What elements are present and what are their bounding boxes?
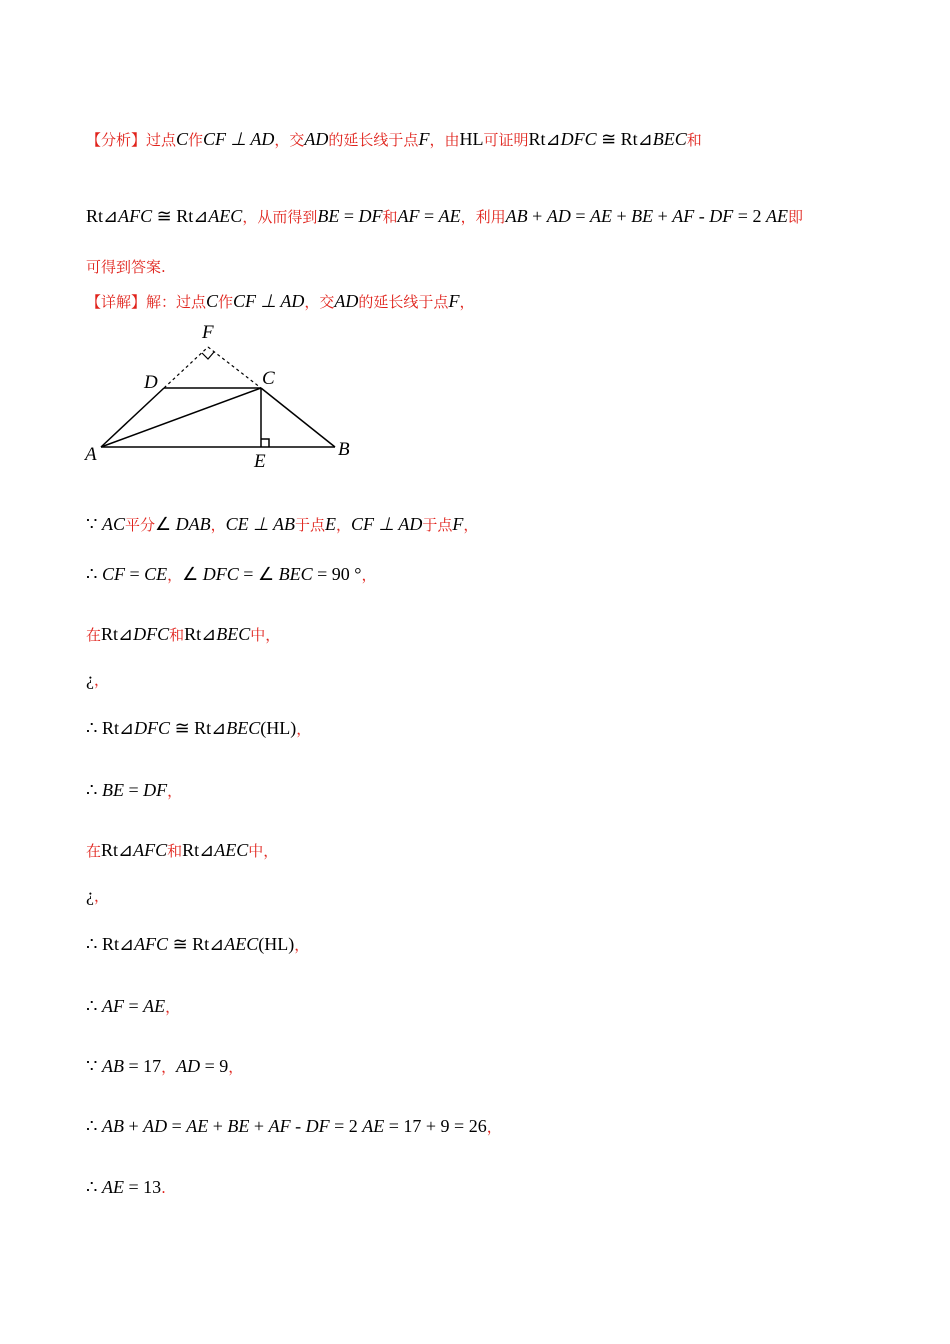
- text-run: AE: [101, 1177, 124, 1197]
- text-run: AE: [438, 206, 461, 226]
- text-run: AF: [397, 206, 420, 226]
- text-run: Rt: [194, 718, 212, 738]
- text-run: ，利用: [460, 208, 506, 226]
- label-b: B: [338, 439, 350, 460]
- text-run: ，: [296, 720, 312, 738]
- text-run: 于点: [295, 516, 326, 534]
- text-run: DF: [709, 206, 734, 226]
- text-run: AF: [268, 1116, 291, 1136]
- text-run: ∴: [86, 564, 102, 584]
- text-run: BE: [317, 206, 340, 226]
- text-run: ，: [165, 998, 181, 1016]
- text-run: 可得到答案.: [86, 258, 166, 276]
- text-run: DF: [305, 1116, 330, 1136]
- text-run: CE: [144, 564, 168, 584]
- text-run: 和: [167, 842, 183, 860]
- text-run: ∴: [86, 718, 102, 738]
- text-run: AD: [546, 206, 571, 226]
- text-run: ，: [294, 936, 310, 954]
- text-run: BEC: [216, 624, 251, 644]
- analysis-line-2: [86, 205, 803, 228]
- step-9: [86, 933, 309, 956]
- step-6: [86, 779, 182, 802]
- text-run: ⊿: [545, 129, 561, 149]
- text-run: ⊿: [118, 624, 134, 644]
- text-run: AF: [101, 996, 124, 1016]
- text-run: AD: [334, 291, 359, 311]
- text-run: C: [176, 129, 189, 149]
- text-run: +: [208, 1116, 228, 1136]
- text-run: -: [694, 206, 710, 226]
- text-run: 和: [169, 626, 185, 644]
- text-run: ⊿: [211, 718, 227, 738]
- text-run: ∴: [86, 1116, 102, 1136]
- text-run: CF: [101, 564, 125, 584]
- text-run: AE: [186, 1116, 209, 1136]
- text-run: ，: [459, 293, 475, 311]
- text-run: = 90 °: [312, 564, 362, 584]
- text-run: C: [206, 291, 219, 311]
- text-run: Rt: [101, 934, 119, 954]
- text-run: 平分: [124, 516, 155, 534]
- analysis-line-3: [86, 256, 166, 278]
- text-run: 可证明: [483, 131, 529, 149]
- text-run: ≅: [168, 934, 193, 954]
- step-10: [86, 995, 180, 1018]
- text-run: = 17 + 9 = 26: [384, 1116, 487, 1136]
- text-run: Rt: [192, 934, 210, 954]
- text-run: CF ⊥ AD: [203, 129, 275, 149]
- text-run: =: [123, 780, 144, 800]
- text-run: ，: [463, 516, 479, 534]
- label-a: A: [85, 444, 97, 465]
- text-run: Rt: [101, 840, 119, 860]
- text-run: BE: [631, 206, 654, 226]
- step-2: [86, 563, 376, 586]
- step-11: [86, 1055, 243, 1078]
- text-run: =: [123, 996, 144, 1016]
- text-run: ∠: [182, 564, 203, 584]
- text-run: =: [167, 1116, 187, 1136]
- text-run: ⊿: [118, 934, 135, 954]
- text-run: 中，: [248, 842, 279, 860]
- text-run: =: [570, 206, 590, 226]
- text-run: AC: [101, 514, 125, 534]
- label-e: E: [254, 451, 266, 472]
- text-run: AF: [672, 206, 695, 226]
- text-run: DF: [143, 780, 168, 800]
- text-run: (HL): [258, 934, 295, 954]
- analysis-line-1: [86, 128, 702, 151]
- text-run: DAB: [175, 514, 211, 534]
- text-run: AB: [101, 1056, 124, 1076]
- text-run: ⊿: [118, 840, 134, 860]
- text-run: ¿: [86, 669, 94, 689]
- text-run: ∴: [86, 780, 102, 800]
- text-run: 和: [686, 131, 702, 149]
- text-run: BE: [227, 1116, 250, 1136]
- step-1: [86, 513, 478, 536]
- text-run: = 13: [123, 1177, 162, 1197]
- text-run: AD: [143, 1116, 168, 1136]
- text-run: ≅: [170, 718, 195, 738]
- text-run: Rt: [176, 206, 194, 226]
- text-run: =: [339, 206, 359, 226]
- text-run: ∵: [86, 1056, 102, 1076]
- text-run: Rt: [182, 840, 200, 860]
- text-run: ≅: [596, 129, 621, 149]
- text-run: AEC: [214, 840, 249, 860]
- text-run: AFC: [133, 840, 168, 860]
- text-run: HL: [459, 129, 484, 149]
- text-run: BEC: [278, 564, 313, 584]
- text-run: AD: [304, 129, 329, 149]
- text-run: BEC: [652, 129, 687, 149]
- step-12: [86, 1115, 502, 1138]
- detail-heading: [86, 290, 474, 313]
- text-run: AB: [505, 206, 528, 226]
- text-run: ⊿: [209, 934, 225, 954]
- text-run: ，由: [429, 131, 460, 149]
- text-run: ，: [94, 671, 110, 689]
- text-run: CF ⊥ AD: [233, 291, 305, 311]
- text-run: 【详解】解：过点: [86, 293, 207, 311]
- text-run: DFC: [202, 564, 239, 584]
- label-d: D: [144, 372, 158, 393]
- text-run: ∴: [86, 1177, 102, 1197]
- text-run: DFC: [133, 624, 170, 644]
- segment-ac: [101, 388, 261, 447]
- text-run: ∵: [86, 514, 102, 534]
- text-run: AB: [101, 1116, 124, 1136]
- text-run: = ∠: [238, 564, 279, 584]
- text-run: ⊿: [637, 129, 653, 149]
- text-run: Rt: [101, 718, 119, 738]
- segment-df-dashed: [164, 347, 208, 388]
- segment-cb: [261, 388, 335, 447]
- text-run: ⊿: [193, 206, 209, 226]
- text-run: DF: [358, 206, 383, 226]
- text-run: ∴: [86, 934, 102, 954]
- text-run: Rt: [620, 129, 638, 149]
- text-run: ，: [161, 1058, 177, 1076]
- text-run: BE: [101, 780, 124, 800]
- text-run: 和: [382, 208, 398, 226]
- text-run: +: [123, 1116, 144, 1136]
- text-run: ，: [167, 566, 183, 584]
- text-run: +: [653, 206, 673, 226]
- text-run: ，: [228, 1058, 244, 1076]
- text-run: BEC: [226, 718, 261, 738]
- label-c: C: [262, 368, 275, 389]
- text-run: = 17: [123, 1056, 162, 1076]
- text-run: ⊿: [201, 624, 217, 644]
- text-run: AEC: [208, 206, 243, 226]
- text-run: = 9: [200, 1056, 229, 1076]
- text-run: +: [527, 206, 547, 226]
- text-run: ∠: [154, 514, 176, 534]
- label-f: F: [202, 322, 214, 343]
- text-run: Rt: [528, 129, 546, 149]
- step-4: [86, 668, 109, 691]
- text-run: ，交: [304, 293, 335, 311]
- step-5: [86, 717, 311, 740]
- text-run: DFC: [134, 718, 171, 738]
- text-run: ，: [336, 516, 352, 534]
- text-run: AE: [143, 996, 166, 1016]
- text-run: DFC: [560, 129, 597, 149]
- text-run: AE: [362, 1116, 385, 1136]
- right-angle-mark-e: [261, 439, 269, 447]
- text-run: ⊿: [103, 206, 119, 226]
- text-run: 即: [787, 208, 803, 226]
- text-run: =: [419, 206, 439, 226]
- step-8: [86, 884, 109, 907]
- text-run: AD: [176, 1056, 201, 1076]
- right-angle-mark-f: [202, 352, 214, 359]
- text-run: Rt: [184, 624, 202, 644]
- text-run: Rt: [101, 624, 119, 644]
- text-run: ，: [486, 1118, 502, 1136]
- text-run: E: [325, 514, 337, 534]
- text-run: (HL): [260, 718, 297, 738]
- text-run: 在: [86, 842, 102, 860]
- text-run: Rt: [86, 206, 104, 226]
- text-run: ⊿: [199, 840, 215, 860]
- text-run: = 2: [733, 206, 766, 226]
- trapezoid-figure: [80, 318, 370, 478]
- text-run: AE: [589, 206, 612, 226]
- text-run: 作: [188, 131, 204, 149]
- text-run: ，交: [274, 131, 305, 149]
- text-run: = 2: [329, 1116, 363, 1136]
- text-run: ，: [167, 782, 183, 800]
- step-13: [86, 1176, 166, 1199]
- text-run: ，: [94, 887, 110, 905]
- text-run: ≅: [152, 206, 177, 226]
- step-3: [86, 623, 280, 646]
- text-run: AE: [765, 206, 788, 226]
- text-run: ，从而得到: [242, 208, 318, 226]
- text-run: 于点: [422, 516, 453, 534]
- text-run: F: [452, 514, 464, 534]
- text-run: AEC: [224, 934, 259, 954]
- text-run: ∴: [86, 996, 102, 1016]
- text-run: 的延长线于点: [328, 131, 419, 149]
- text-run: ⊿: [118, 718, 135, 738]
- text-run: AFC: [118, 206, 153, 226]
- text-run: F: [418, 129, 430, 149]
- text-run: ，: [210, 516, 226, 534]
- text-run: 的延长线于点: [358, 293, 449, 311]
- step-7: [86, 839, 278, 862]
- text-run: 作: [218, 293, 234, 311]
- segment-ad: [101, 388, 164, 447]
- text-run: +: [249, 1116, 269, 1136]
- segment-fc-dashed: [208, 347, 261, 388]
- text-run: AFC: [134, 934, 169, 954]
- text-run: -: [290, 1116, 306, 1136]
- text-run: ¿: [86, 885, 94, 905]
- text-run: F: [448, 291, 460, 311]
- text-run: CF ⊥ AD: [351, 514, 423, 534]
- text-run: +: [611, 206, 632, 226]
- text-run: 在: [86, 626, 102, 644]
- text-run: 中，: [250, 626, 281, 644]
- text-run: .: [161, 1179, 166, 1197]
- text-run: CE ⊥ AB: [225, 514, 295, 534]
- text-run: =: [124, 564, 145, 584]
- text-run: 【分析】过点: [86, 131, 177, 149]
- text-run: ，: [361, 566, 377, 584]
